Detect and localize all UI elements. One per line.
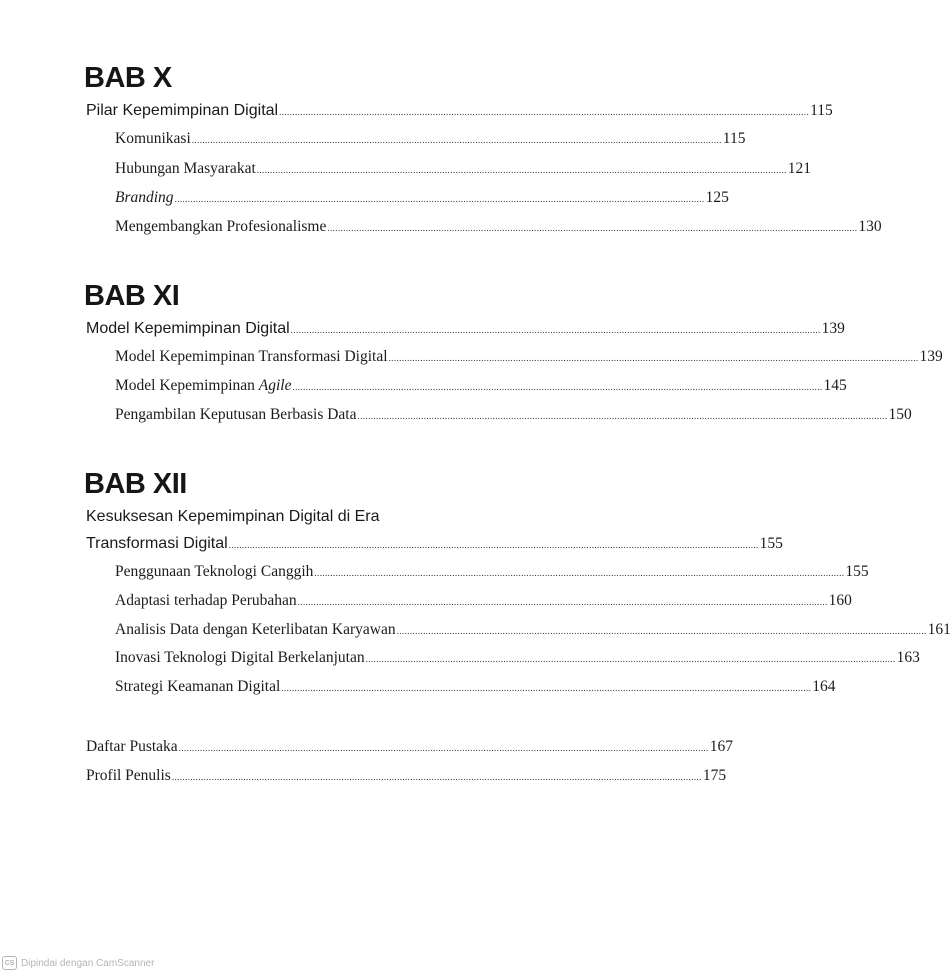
toc-entry	[115, 160, 811, 178]
dot-leader: ........................................................................................................................................................................................................	[228, 540, 759, 550]
toc-entry-title: Inovasi Teknologi Digital Berkelanjutan	[115, 649, 365, 666]
dot-leader: ........................................................................................................................................................................................................	[290, 325, 821, 335]
toc-entry	[115, 377, 847, 395]
toc-page-number: 164	[812, 678, 836, 695]
toc-entry-title: Adaptasi terhadap Perubahan	[115, 592, 297, 609]
toc-page-number: 150	[888, 406, 912, 423]
toc-back-matter-entry	[86, 738, 733, 756]
toc-section-model	[86, 320, 845, 338]
chapter-heading-xi: BAB XI	[84, 280, 180, 312]
dot-leader: ........................................................................................................................................................................................................	[174, 194, 705, 204]
toc-page-number: 139	[919, 348, 943, 365]
toc-entry	[115, 592, 852, 610]
dot-leader: ........................................................................................................................................................................................................	[171, 772, 702, 782]
toc-page-number: 155	[845, 563, 869, 580]
dot-leader: ........................................................................................................................................................................................................	[357, 411, 888, 421]
toc-page-number: 145	[823, 377, 847, 394]
chapter-heading-xii: BAB XII	[84, 468, 187, 500]
toc-page-number: 125	[705, 189, 729, 206]
dot-leader: ........................................................................................................................................................................................................	[314, 568, 845, 578]
dot-leader: ........................................................................................................................................................................................................	[256, 165, 787, 175]
toc-page-number: 130	[858, 218, 882, 235]
toc-section-title: Pilar Kepemimpinan Digital	[86, 102, 279, 119]
toc-entry	[115, 406, 912, 424]
toc-section-pilar	[86, 102, 833, 120]
toc-page-number: 115	[722, 130, 746, 147]
dot-leader: ........................................................................................................................................................................................................	[281, 683, 812, 693]
toc-entry-title: Hubungan Masyarakat	[115, 160, 256, 177]
toc-page-number: 175	[702, 767, 727, 784]
dot-leader: ........................................................................................................................................................................................................	[292, 382, 823, 392]
toc-entry	[115, 189, 729, 207]
toc-entry	[115, 649, 920, 667]
toc-entry	[115, 130, 746, 148]
toc-entry	[115, 563, 869, 581]
toc-section-title: Model Kepemimpinan Digital	[86, 320, 290, 337]
toc-entry	[115, 621, 951, 639]
toc-entry	[115, 348, 943, 366]
toc-page-number: 115	[810, 102, 833, 119]
toc-entry-title: Profil Penulis	[86, 767, 171, 784]
toc-entry-title: Analisis Data dengan Keterlibatan Karyawan	[115, 621, 396, 638]
dot-leader: ........................................................................................................................................................................................................	[279, 107, 810, 117]
toc-section-title: Transformasi Digital	[86, 535, 228, 552]
dot-leader: ........................................................................................................................................................................................................	[297, 597, 828, 607]
camscanner-logo-icon: CS	[2, 956, 17, 970]
toc-entry-title: Branding	[115, 189, 174, 206]
toc-entry-title: Model Kepemimpinan Agile	[115, 377, 292, 394]
chapter-heading-x: BAB X	[84, 62, 172, 94]
toc-page-number: 163	[896, 649, 920, 666]
dot-leader: ........................................................................................................................................................................................................	[327, 223, 858, 233]
toc-page-number: 167	[709, 738, 733, 755]
toc-page-number: 155	[759, 535, 783, 552]
toc-section-title-line1: Kesuksesan Kepemimpinan Digital di Era	[86, 508, 380, 525]
toc-page-number: 161	[927, 621, 951, 638]
toc-entry-title: Pengambilan Keputusan Berbasis Data	[115, 406, 357, 423]
toc-entry-title: Mengembangkan Profesionalisme	[115, 218, 327, 235]
dot-leader: ........................................................................................................................................................................................................	[191, 135, 722, 145]
toc-entry-title: Penggunaan Teknologi Canggih	[115, 563, 314, 580]
toc-entry-title: Daftar Pustaka	[86, 738, 178, 755]
toc-entry	[115, 218, 882, 236]
toc-entry	[115, 678, 836, 696]
toc-entry-title: Strategi Keamanan Digital	[115, 678, 281, 695]
toc-page-number: 160	[828, 592, 852, 609]
scanner-watermark	[2, 956, 154, 970]
dot-leader: ........................................................................................................................................................................................................	[388, 353, 919, 363]
toc-page-number: 121	[787, 160, 811, 177]
dot-leader: ........................................................................................................................................................................................................	[178, 743, 709, 753]
dot-leader: ........................................................................................................................................................................................................	[365, 654, 896, 664]
toc-entry-title: Model Kepemimpinan Transformasi Digital	[115, 348, 388, 365]
toc-entry-title: Komunikasi	[115, 130, 191, 147]
toc-page-number: 139	[821, 320, 845, 337]
dot-leader: ........................................................................................................................................................................................................	[396, 626, 927, 636]
watermark-text: Dipindai dengan CamScanner	[21, 957, 155, 969]
toc-section-kesuksesan	[86, 535, 783, 553]
toc-back-matter-entry	[86, 767, 727, 785]
